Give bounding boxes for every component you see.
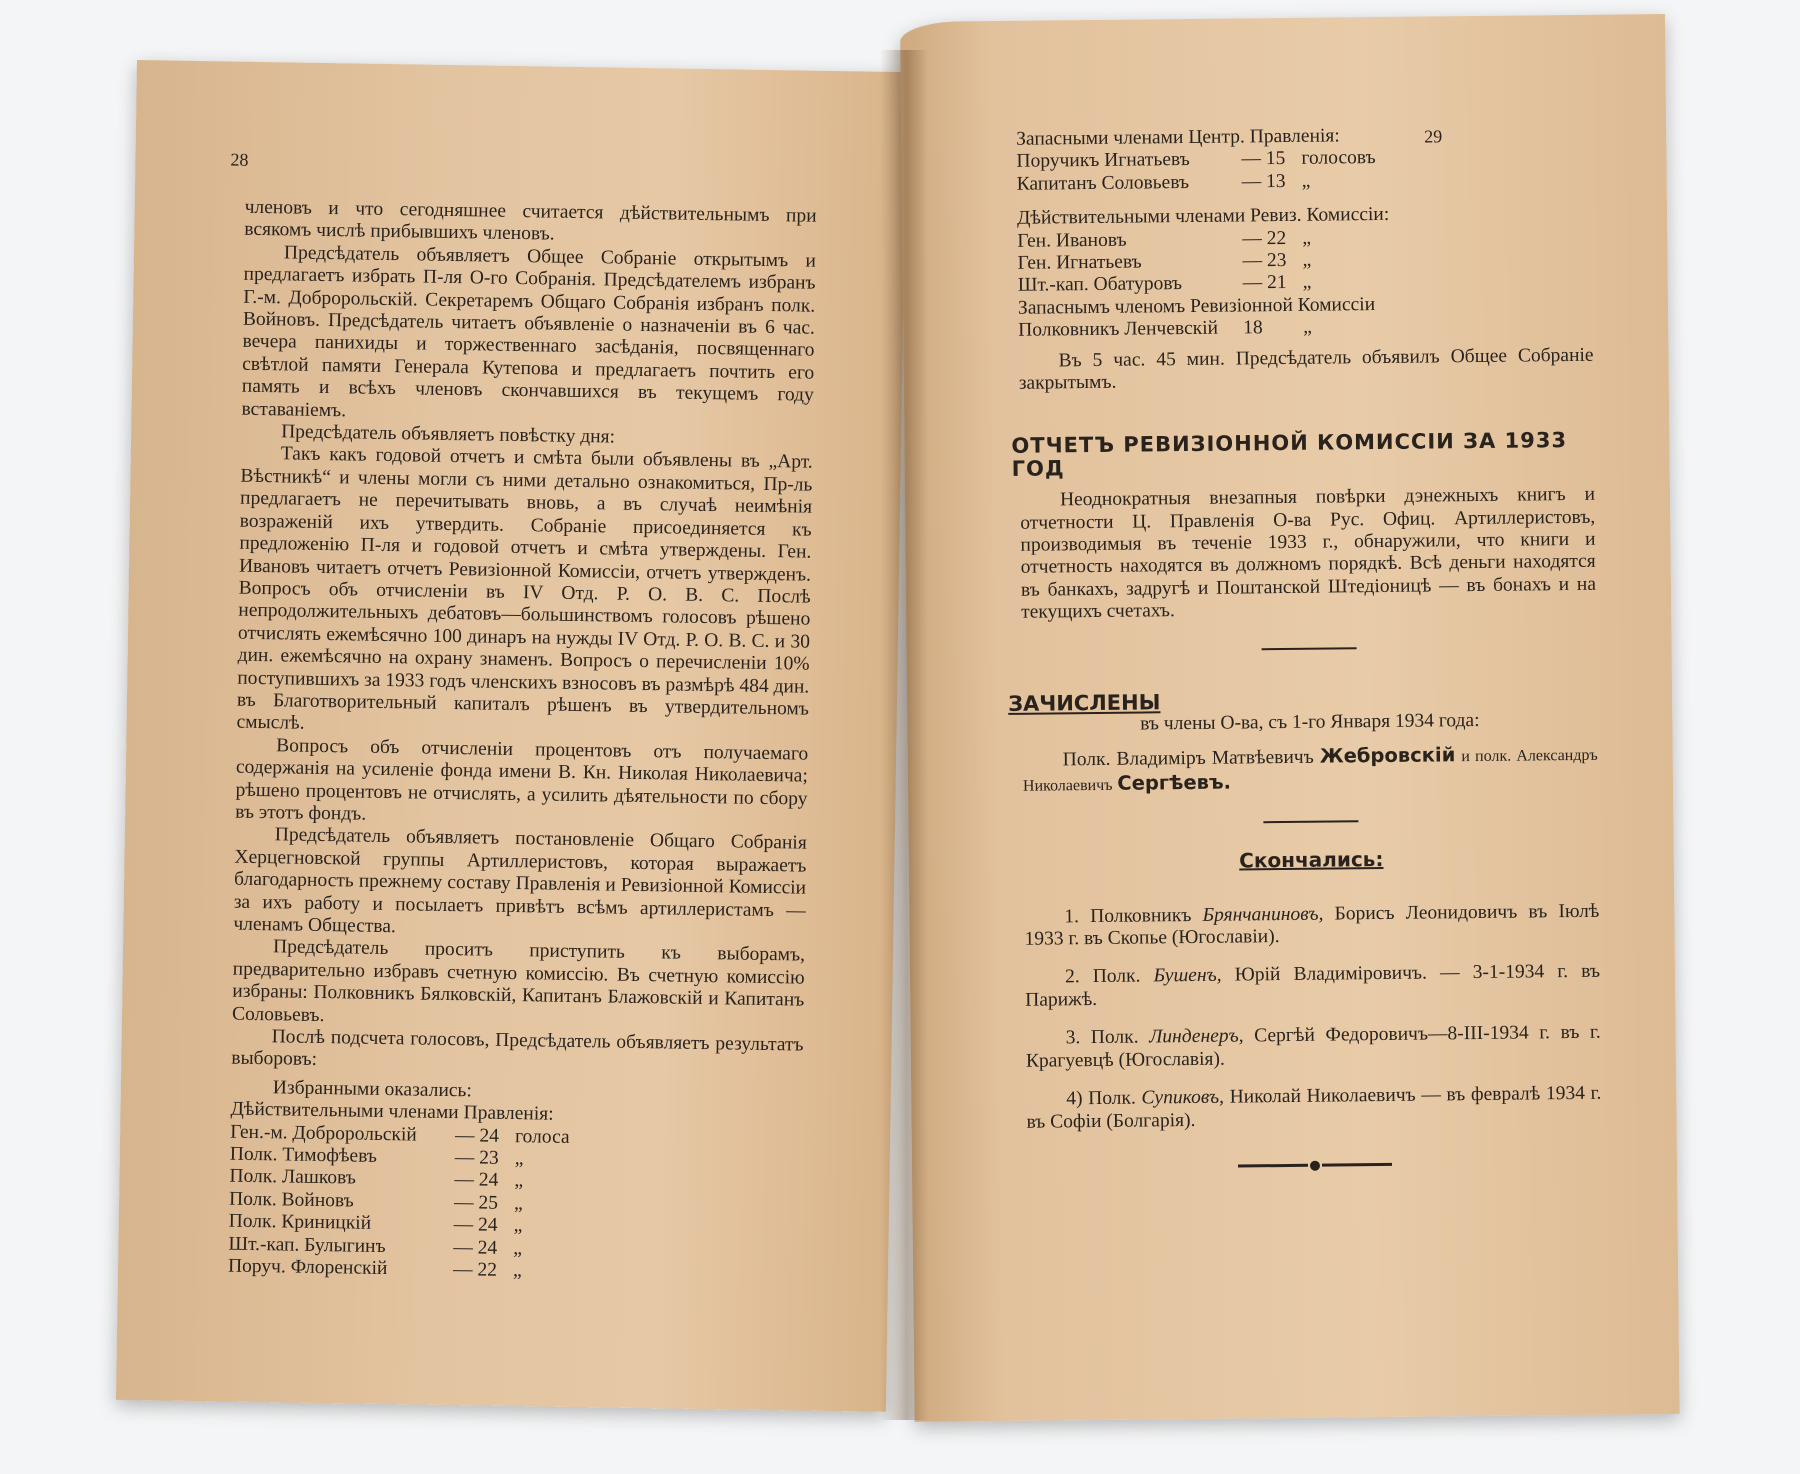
vote-label: „ bbox=[1302, 227, 1312, 249]
paragraph: Такъ какъ годовой отчетъ и смѣта были объявлены въ „Арт. Вѣстникѣ“ и члены могли съ ними детально ознакомиться, Пр-ль предлагаетъ не перечитывать вновь, а въ случаѣ неимѣнія возраженій ихъ утвердить. Собраніе присоединяется къ предложенію П-ля и годовой отчетъ и смѣта утверждены. Ген. Ивановъ читаетъ отчетъ Ревизіонной Комиссіи, отчетъ утвержденъ. Вопросъ объ отчисленіи въ IV Отд. Р. О. В. С. Послѣ непродолжительныхъ дебатовъ—большинствомъ голосовъ рѣшено отчислять ежемѣсячно 100 динаръ на нужды IV Отд. Р. О. В. С. и 30 дин. ежемѣсячно на охрану знаменъ. Вопросъ о перечисленіи 10% поступившихъ за 1933 годъ членскихъ взносовъ въ размѣрѣ 484 дин. въ Благотворительный капиталъ рѣшенъ въ утвердительномъ смыслѣ. bbox=[236, 443, 813, 735]
vote-name: Шт.-кап. Булыгинъ bbox=[228, 1233, 386, 1257]
audit-heading: Дѣйствительными членами Ревиз. Комиссіи: bbox=[1016, 204, 1390, 229]
deceased-heading-wrap bbox=[1024, 846, 1599, 876]
vote-label: „ bbox=[513, 1237, 523, 1259]
vote-count: — 24 bbox=[453, 1236, 498, 1259]
vote-name: Полк. Лашковъ bbox=[229, 1166, 357, 1190]
page-number: 28 bbox=[230, 149, 249, 170]
vote-name: Полк. Войновъ bbox=[228, 1188, 354, 1212]
vote-row bbox=[1017, 168, 1592, 196]
deceased-entry bbox=[1026, 1022, 1601, 1073]
deceased-surname: Бушенъ, bbox=[1153, 965, 1222, 987]
vote-row bbox=[1018, 314, 1593, 342]
election-results bbox=[228, 1076, 803, 1287]
vote-label: „ bbox=[513, 1215, 523, 1237]
enrolled-subheading: въ члены О-ва, съ 1-го Января 1934 года: bbox=[1140, 710, 1480, 735]
board-votes-list bbox=[228, 1121, 802, 1287]
paragraph: Предсѣдатель проситъ приступить къ выборамъ, предварительно избравъ счетную комиссію. Въ счетную комиссію избраны: Полковникъ Бялковскій, Капитанъ Блажовскій и Капитанъ Соловьевъ. bbox=[231, 936, 806, 1026]
vote-count: — 13 bbox=[1241, 170, 1286, 193]
vote-label: „ bbox=[514, 1170, 524, 1192]
enrolled-name: Жебровскій bbox=[1319, 743, 1456, 769]
deceased-list bbox=[1024, 900, 1601, 1133]
board-heading: Дѣйствительными членами Правленія: bbox=[230, 1098, 554, 1125]
vote-name: Полк. Тимофѣевъ bbox=[229, 1143, 378, 1167]
deceased-rest: Николай Николаевичъ — въ февралѣ 1934 г. въ Софіи (Болгарія). bbox=[1026, 1082, 1602, 1133]
left-column bbox=[228, 197, 817, 1287]
vote-name: Полк. Криницкій bbox=[228, 1210, 372, 1235]
deceased-entry bbox=[1024, 900, 1599, 951]
vote-label: „ bbox=[513, 1192, 523, 1215]
ornament-bar bbox=[1237, 1164, 1307, 1168]
vote-name: Ген.-м. Добророльскій bbox=[230, 1121, 417, 1146]
deceased-num: 1. Полковникъ bbox=[1064, 904, 1192, 927]
deceased-surname: Линденеръ, bbox=[1149, 1025, 1244, 1048]
end-ornament bbox=[1027, 1158, 1602, 1174]
vote-name: Полковникъ Ленчевскій bbox=[1018, 317, 1219, 341]
vote-count: — 22 bbox=[1242, 227, 1287, 250]
vote-name: Ген. Игнатьевъ bbox=[1017, 251, 1142, 274]
divider bbox=[1263, 820, 1358, 823]
vote-label: „ bbox=[1301, 170, 1311, 192]
deceased-heading: Скончались: bbox=[1239, 847, 1384, 873]
deceased-entry bbox=[1026, 1083, 1601, 1134]
deceased-num: 3. Полк. bbox=[1065, 1026, 1139, 1049]
divider bbox=[1262, 647, 1357, 650]
vote-count: — 24 bbox=[453, 1214, 498, 1237]
paragraph: Предсѣдатель объявляетъ повѣстку дня: bbox=[281, 421, 616, 448]
enrolled-name: Сергѣевъ. bbox=[1117, 770, 1232, 795]
vote-name: Капитанъ Соловьевъ bbox=[1016, 171, 1190, 195]
ornament-dot bbox=[1309, 1161, 1319, 1171]
deceased-rest: Сергѣй Федоровичъ—8-III-1934 г. въ г. Крагуевцѣ (Югославія). bbox=[1025, 1022, 1601, 1072]
vote-name: Поруч. Флоренскій bbox=[227, 1255, 388, 1280]
vote-label: голосовъ bbox=[1301, 147, 1376, 170]
paragraph: Предсѣдатель объявляетъ Общее Собраніе открытымъ и предлагаетъ избрать П-ля О-го Собранія. Предсѣдателемъ избранъ Г.-м. Добророльскій. Секретаремъ Общаго Собранія избранъ полк. Войновъ. Предсѣдатель читаетъ объявленіе о назначеніи въ 6 час. вечера панихиды и торжественнаго засѣданія, посвященнаго свѣтлой памяти Генерала Кутепова и предлагаетъ почтить его память и всѣхъ членовъ скончавшихся въ текущемъ году вставаніемъ. bbox=[241, 242, 817, 421]
vote-label: „ bbox=[512, 1260, 522, 1282]
closing-statement: Въ 5 час. 45 мин. Предсѣдатель объявилъ Общее Собраніе закрытымъ. bbox=[1018, 344, 1594, 394]
deceased-surname: Супиковъ, bbox=[1141, 1086, 1225, 1109]
vote-label: голоса bbox=[514, 1125, 570, 1148]
right-page bbox=[900, 14, 1680, 1422]
vote-count: — 24 bbox=[454, 1169, 499, 1192]
deceased-num: 2. Полк. bbox=[1064, 966, 1141, 988]
enrolled-text-part: и полк. Александръ Николаевичъ bbox=[1022, 747, 1598, 795]
paragraph: членовъ и что сегодняшнее считается дѣйствительнымъ при всякомъ числѣ прибывшихъ членовъ. bbox=[244, 196, 817, 245]
reserve-votes-list bbox=[1016, 145, 1591, 196]
vote-count: — 24 bbox=[454, 1124, 500, 1147]
deceased-surname: Брянчаниновъ, bbox=[1202, 903, 1324, 926]
enrolled-text-part: Полк. Владиміръ Матвѣевичъ bbox=[1062, 747, 1314, 771]
reserve-heading: Запасными членами Центр. Правленія: bbox=[1016, 125, 1340, 150]
vote-name: Поручикъ Игнатьевъ bbox=[1016, 149, 1190, 173]
vote-label: „ bbox=[1302, 249, 1312, 271]
vote-name: Ген. Ивановъ bbox=[1017, 229, 1127, 252]
elected-heading: Избранными оказались: bbox=[272, 1077, 473, 1102]
vote-label: „ bbox=[514, 1148, 524, 1170]
left-page bbox=[116, 60, 907, 1412]
paragraph: Вопросъ объ отчисленіи процентовъ отъ получаемаго содержанія на усиленіе фонда имени В. Кн. Николая Николаевича; рѣшено процентовъ не отчислять, а усилить дѣятельности по сбору въ этотъ фондъ. bbox=[235, 735, 809, 825]
vote-count: 18 bbox=[1243, 317, 1263, 339]
right-column bbox=[1008, 123, 1602, 1174]
enrolled-heading: ЗАЧИСЛЕНЫ bbox=[1008, 689, 1161, 716]
audit-votes-list bbox=[1017, 224, 1593, 297]
vote-count: — 15 bbox=[1241, 148, 1286, 170]
vote-name: Шт.-кап. Обатуровъ bbox=[1017, 273, 1183, 297]
vote-count: — 23 bbox=[454, 1147, 499, 1169]
vote-label: „ bbox=[1303, 316, 1312, 338]
paragraph: Послѣ подсчета голосовъ, Предсѣдатель объявляетъ результатъ выборовъ: bbox=[231, 1026, 804, 1071]
enrolled-text bbox=[1023, 743, 1598, 798]
audit-report-text: Неоднократныя внезапныя повѣрки дэнежныхъ книгъ и отчетности Ц. Правленія О-ва Рус. Офиц. Артиллеристовъ, производимыя въ теченіе 1933 г., обнаружили, что книги и отчетность находятся въ должномъ порядкѣ. Всѣ деньги находятся въ банкахъ, задругѣ и Поштанской Штедіоницѣ — въ бонахъ и на текущихъ счетахъ. bbox=[1020, 483, 1597, 623]
deceased-rest: Юрій Владиміровичъ. — 3-1-1934 г. въ Парижѣ. bbox=[1025, 961, 1601, 1011]
deceased-num: 4) Полк. bbox=[1066, 1087, 1136, 1110]
vote-label: „ bbox=[1302, 272, 1312, 294]
vote-count: — 22 bbox=[452, 1259, 498, 1281]
vote-count: — 25 bbox=[453, 1191, 499, 1214]
ornament-bar bbox=[1321, 1163, 1391, 1167]
vote-count: — 21 bbox=[1242, 272, 1287, 294]
page-number: 29 bbox=[1424, 126, 1443, 147]
vote-count: — 23 bbox=[1242, 249, 1287, 272]
deceased-entry bbox=[1025, 961, 1600, 1012]
audit-reserve-heading: Запаснымъ членомъ Ревизіонной Комиссіи bbox=[1017, 293, 1376, 319]
paragraph: Предсѣдатель объявляетъ постановленіе Общаго Собранія Херцегновской группы Артиллеристовъ, которая выражаетъ благодарность прежнему составу Правленія и Ревизіонной Комиссіи за ихъ работу и посылаетъ привѣтъ всѣмъ артиллеристамъ — членамъ Общества. bbox=[233, 824, 807, 938]
deceased-rest: Борисъ Леонидовичъ въ Іюлѣ 1933 г. въ Скопье (Югославіи). bbox=[1024, 900, 1600, 950]
audit-report-title: ОТЧЕТЪ РЕВИЗІОННОЙ КОМИССІИ ЗА 1933 ГОД bbox=[1011, 428, 1568, 481]
